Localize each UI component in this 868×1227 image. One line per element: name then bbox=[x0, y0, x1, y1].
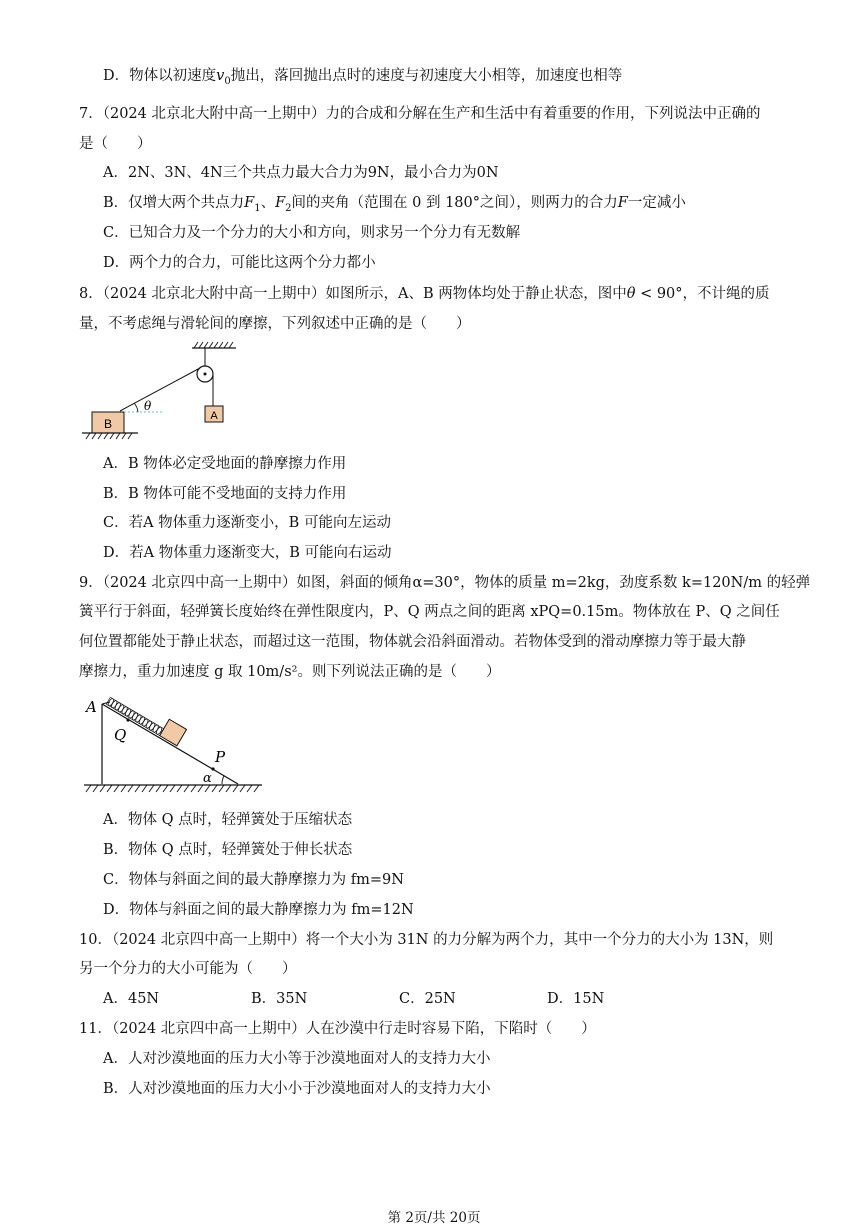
q9-label-p: P bbox=[215, 748, 226, 766]
q8-stem-text-post: ，不计绳的质 bbox=[682, 286, 770, 302]
q6-d-text: D．物体以初速度 bbox=[103, 68, 217, 84]
q10-options bbox=[103, 989, 695, 1009]
q10-stem-line1: 10．（2024 北京四中高一上期中）将一个大小为 31N 的力分解为两个力，其中一个分力的大小为 13N，则 bbox=[79, 932, 774, 948]
q8-figure bbox=[80, 340, 260, 440]
q9-option-d: D．物体与斜面之间的最大静摩擦力为 fm=12N bbox=[103, 902, 414, 918]
q11-option-a: A．人对沙漠地面的压力大小等于沙漠地面对人的支持力大小 bbox=[103, 1051, 491, 1067]
q10-option-c: C．25N bbox=[399, 991, 456, 1007]
q10-option-b: B．35N bbox=[251, 991, 308, 1007]
q8-stem-line1 bbox=[79, 284, 770, 304]
q8-option-c: C．若A 物体重力逐渐变小，B 可能向左运动 bbox=[103, 515, 391, 531]
q7-b-text-mid: 间的夹角（范围在 0 到 180°之间），则两力的合力 bbox=[291, 195, 618, 211]
q9-label-alpha: α bbox=[203, 771, 212, 786]
q11-option-b: B．人对沙漠地面的压力大小小于沙漠地面对人的支持力大小 bbox=[103, 1081, 491, 1097]
q7-b-f: F bbox=[617, 195, 628, 211]
q6-option-d bbox=[103, 66, 622, 92]
q8-option-a: A．B 物体必定受地面的静摩擦力作用 bbox=[103, 456, 347, 472]
q8-stem-text: 8．（2024 北京北大附中高一上期中）如图所示，A、B 两物体均处于静止状态，图中 bbox=[79, 286, 627, 302]
q7-option-d: D．两个力的合力，可能比这两个分力都小 bbox=[103, 255, 376, 271]
q8-stem-cond: < 90° bbox=[635, 286, 683, 302]
q6-d-text-post: 抛出，落回抛出点时的速度与初速度大小相等，加速度也相等 bbox=[230, 68, 623, 84]
q7-b-sep: 、 bbox=[260, 195, 276, 211]
q9-label-a: A bbox=[86, 698, 97, 716]
q9-stem-line2: 簧平行于斜面，轻弹簧长度始终在弹性限度内，P、Q 两点之间的距离 xPQ=0.15m。物体放在 P、Q 之间任 bbox=[79, 604, 780, 620]
q10-option-a: A．45N bbox=[103, 991, 160, 1007]
q9-stem-line3: 何位置都能处于静止状态，而超过这一范围，物体就会沿斜面滑动。若物体受到的滑动摩擦力等于最大静 bbox=[79, 634, 746, 650]
q8-option-b: B．B 物体可能不受地面的支持力作用 bbox=[103, 486, 347, 502]
q7-b-f2: F bbox=[275, 195, 286, 211]
q8-figure-svg bbox=[80, 340, 260, 440]
q9-figure-svg bbox=[80, 692, 270, 802]
q8-stem-theta: θ bbox=[626, 286, 636, 302]
q11-stem: 11．（2024 北京四中高一上期中）人在沙漠中行走时容易下陷，下陷时（ ） bbox=[79, 1021, 596, 1037]
q7-b-text: B．仅增大两个共点力 bbox=[103, 195, 245, 211]
q9-stem-line4: 摩擦力，重力加速度 g 取 10m/s²。则下列说法正确的是（ ） bbox=[79, 664, 501, 680]
q6-d-sub: 0 bbox=[224, 75, 231, 87]
q9-option-b: B．物体 Q 点时，轻弹簧处于伸长状态 bbox=[103, 842, 353, 858]
q9-stem-line1: 9．（2024 北京四中高一上期中）如图，斜面的倾角α=30°，物体的质量 m=2kg，劲度系数 k=120N/m 的轻弹 bbox=[79, 575, 811, 591]
page-footer: 第 2页/共 20页 bbox=[387, 1210, 481, 1226]
q8-stem-line2: 量，不考虑绳与滑轮间的摩擦，下列叙述中正确的是（ ） bbox=[79, 316, 471, 332]
q8-label-theta: θ bbox=[144, 399, 152, 413]
q7-b-f1: F bbox=[244, 195, 255, 211]
q7-stem-line1: 7．（2024 北京北大附中高一上期中）力的合成和分解在生产和生活中有着重要的作用，下列说法中正确的 bbox=[79, 106, 761, 122]
q7-b-f2-sub: 2 bbox=[285, 202, 292, 214]
q9-block bbox=[160, 719, 187, 746]
q9-option-c: C．物体与斜面之间的最大静摩擦力为 fm=9N bbox=[103, 872, 404, 888]
q7-b-f1-sub: 1 bbox=[254, 202, 261, 214]
q9-option-a: A．物体 Q 点时，轻弹簧处于压缩状态 bbox=[103, 812, 353, 828]
q9-label-q: Q bbox=[114, 726, 127, 744]
q10-stem-line2: 另一个分力的大小可能为（ ） bbox=[79, 961, 297, 977]
q8-label-b: B bbox=[103, 417, 113, 431]
q7-stem-line2: 是（ ） bbox=[79, 136, 152, 152]
q6-d-var: v bbox=[216, 68, 225, 84]
q7-option-b bbox=[103, 193, 686, 219]
q10-option-d: D．15N bbox=[547, 991, 605, 1007]
q8-option-d: D．若A 物体重力逐渐变大，B 可能向右运动 bbox=[103, 545, 392, 561]
q7-option-c: C．已知合力及一个分力的大小和方向，则求另一个分力有无数解 bbox=[103, 225, 521, 241]
q9-figure bbox=[80, 692, 270, 802]
q7-option-a: A．2N、3N、4N三个共点力最大合力为9N，最小合力为0N bbox=[103, 165, 499, 181]
q8-label-a: A bbox=[210, 410, 218, 422]
q7-b-text-post: 一定减小 bbox=[627, 195, 686, 211]
